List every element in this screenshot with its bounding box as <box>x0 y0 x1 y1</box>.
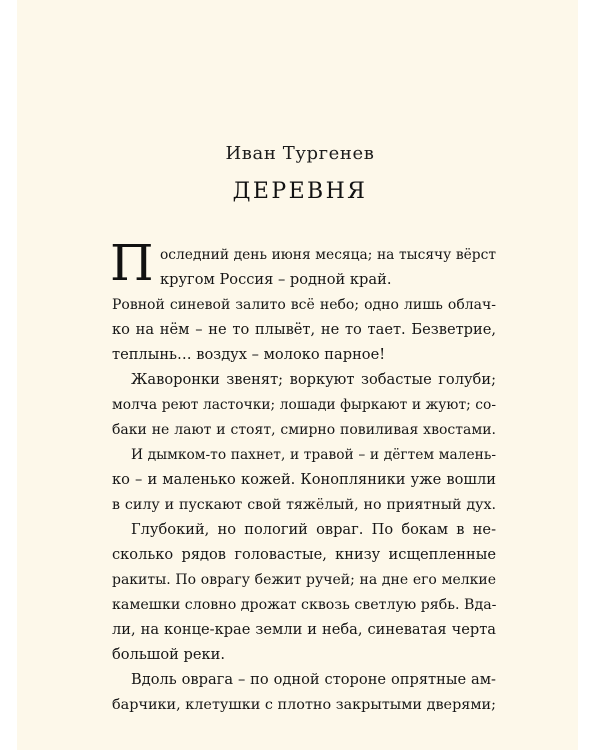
story-title: ДЕРЕВНЯ <box>232 179 368 204</box>
text-line: Глубокий, но пологий овраг. По бокам в не- <box>131 521 496 538</box>
text-line: в силу и пускают свой тяжёлый, но приятный дух. <box>112 497 496 513</box>
text-line: Вдоль оврага – по одной стороне опрятные ам- <box>131 671 496 688</box>
text-line: ли, на конце-крае земли и неба, синеватая черта <box>112 621 496 638</box>
drop-cap: П <box>110 234 154 292</box>
text-line: Ровной синевой залито всё небо; одно лишь облач- <box>112 297 496 313</box>
text-line: молча реют ласточки; лошади фыркают и жуют; со- <box>112 397 496 413</box>
text-line: кругом Россия – родной край. <box>160 271 392 288</box>
text-line: ко – и маленько кожей. Конопляники уже вошли <box>112 471 496 488</box>
text-line: большой реки. <box>112 646 225 663</box>
text-line: баки не лают и стоят, смирно повиливая хвостами. <box>112 422 496 438</box>
text-line: камешки словно дрожат сквозь светлую рябь. Вда- <box>112 597 497 613</box>
text-line: ко на нём – не то плывёт, не то тает. Безветрие, <box>112 321 496 338</box>
text-line: Жаворонки звенят; воркуют зобастые голуби; <box>131 371 496 388</box>
text-line: сколько рядов головастые, книзу исщепленные <box>112 546 496 563</box>
text-line: теплынь… воздух – молоко парное! <box>112 346 386 363</box>
text-line: И дымком-то пахнет, и травой – и дёгтем малень- <box>131 447 496 463</box>
text-line: ракиты. По оврагу бежит ручей; на дне его мелкие <box>112 572 496 588</box>
author-name: Иван Тургенев <box>225 143 375 164</box>
text-line: барчики, клетушки с плотно закрытыми дверями; <box>112 697 497 713</box>
text-line: оследний день июня месяца; на тысячу вёрст <box>160 247 496 263</box>
